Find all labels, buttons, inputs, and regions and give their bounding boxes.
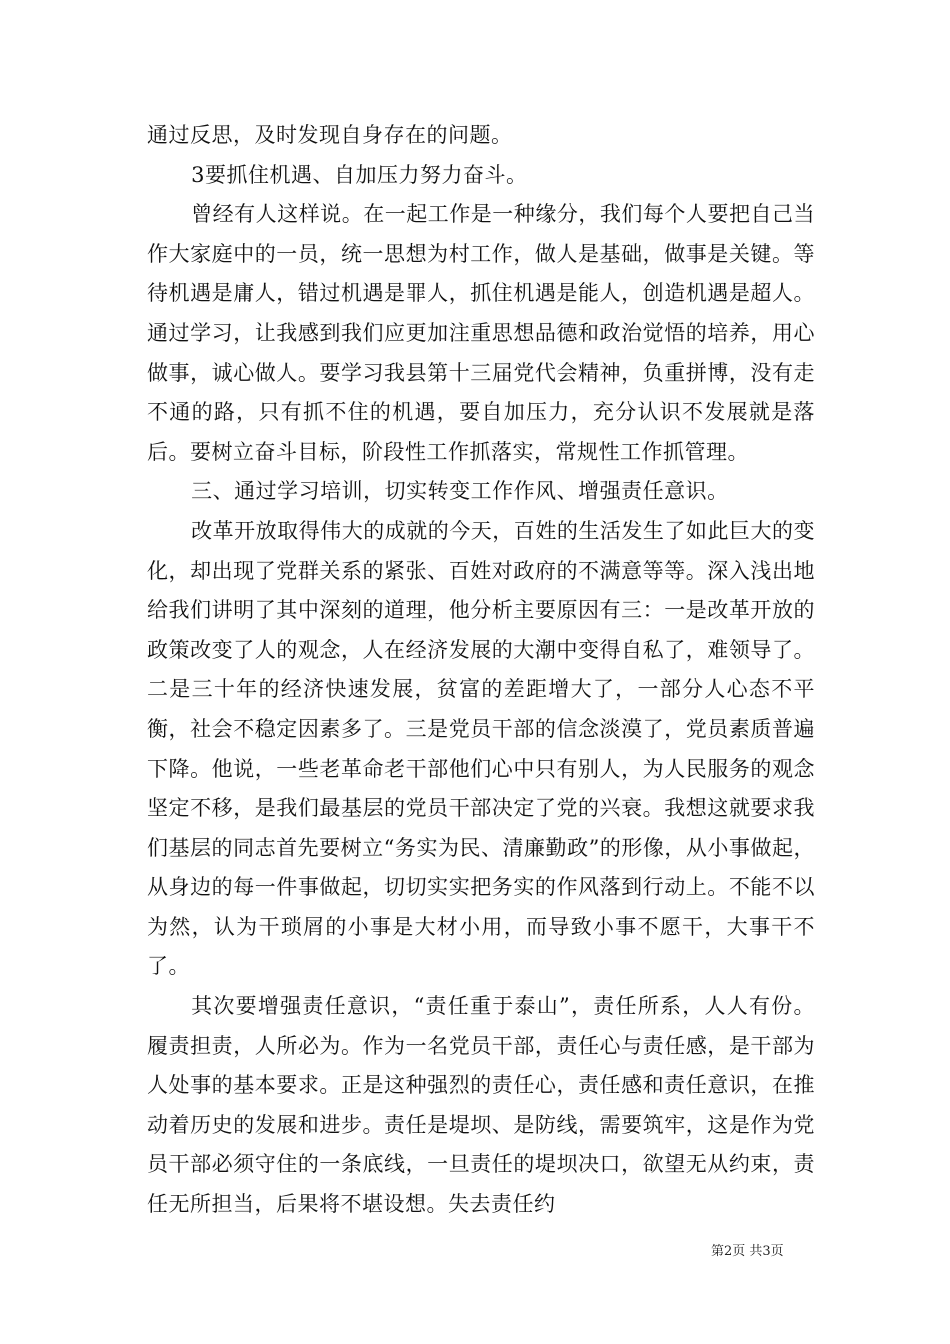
paragraph-6: 其次要增强责任意识，“责任重于泰山”，责任所系，人人有份。履责担责，人所必为。作为一名党员干部，责任心与责任感，是干部为人处事的基本要求。正是这种强烈的责任心，责任感和责任意识，在推动着历史的发展和进步。责任是堤坝、是防线，需要筑牢，这是作为党员干部必须守住的一条底线，一旦责任的堤坝决口，欲望无从约束，责任无所担当，后果将不堪设想。失去责任约 (147, 994, 815, 1217)
page-number-footer: 第2页 共3页 (711, 1244, 784, 1259)
paragraph-2: 3要抓住机遇、自加压力努力奋斗。 (191, 162, 528, 187)
paragraph-3: 曾经有人这样说。在一起工作是一种缘分，我们每个人要把自己当作大家庭中的一员，统一思想为村工作，做人是基础，做事是关键。等待机遇是庸人，错过机遇是罪人，抓住机遇是能人，创造机遇是超人。通过学习，让我感到我们应更加注重思想品德和政治觉悟的培养，用心做事，诚心做人。要学习我县第十三届党代会精神，负重拼博，没有走不通的路，只有抓不住的机遇，要自加压力，充分认识不发展就是落后。要树立奋斗目标，阶段性工作抓落实，常规性工作抓管理。 (147, 202, 815, 464)
paragraph-1: 通过反思，及时发现自身存在的问题。 (147, 123, 513, 147)
section-heading: 三、通过学习培训，切实转变工作作风、增强责任意识。 (191, 479, 729, 504)
paragraph-5: 改革开放取得伟大的成就的今天，百姓的生活发生了如此巨大的变化，却出现了党群关系的紧张、百姓对政府的不满意等等。深入浅出地给我们讲明了其中深刻的道理，他分析主要原因有三：一是改革开放的政策改变了人的观念，人在经济发展的大潮中变得自私了，难领导了。二是三十年的经济快速发展，贫富的差距增大了，一部分人心态不平衡，社会不稳定因素多了。三是党员干部的信念淡漠了，党员素质普遍下降。他说，一些老革命老干部他们心中只有别人，为人民服务的观念坚定不移，是我们最基层的党员干部决定了党的兴衰。我想这就要求我们基层的同志首先要树立“务实为民、清廉勤政”的形像，从小事做起，从身边的每一件事做起，切切实实把务实的作风落到行动上。不能不以为然，认为干琐屑的小事是大材小用，而导致小事不愿干，大事干不了。 (147, 518, 815, 979)
document-body (147, 116, 815, 1225)
